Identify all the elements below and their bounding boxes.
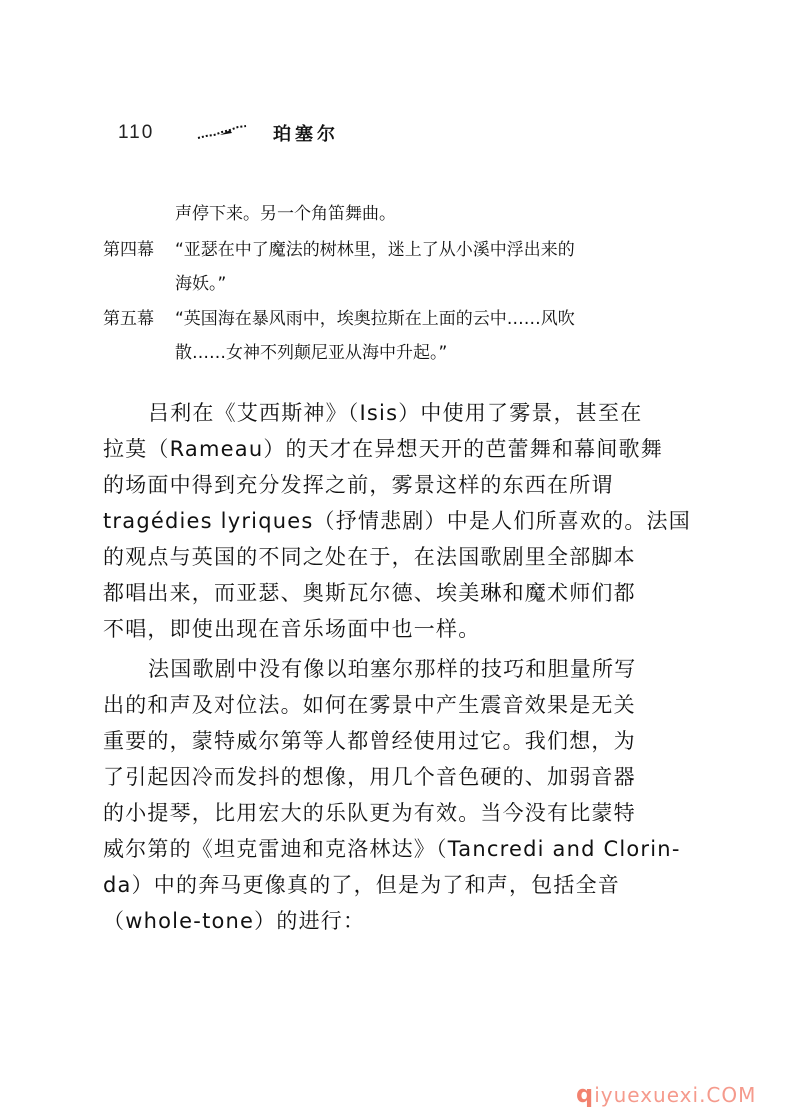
site-watermark [576, 1080, 756, 1108]
text-line: tragédies lyriques（抒情悲剧）中是人们所喜欢的。法国 [103, 509, 691, 533]
running-title: 珀塞尔 [273, 124, 339, 145]
page-number: 110 [118, 122, 155, 143]
quote-line: “英国海在暴风雨中，埃奥拉斯在上面的云中……风吹 [175, 309, 575, 329]
act-label: 第四幕 [103, 240, 154, 260]
quote-line: “亚瑟在中了魔法的树林里，迷上了从小溪中浮出来的 [175, 240, 575, 260]
text-line: 了引起因冷而发抖的想像，用几个音色硬的、加弱音器 [103, 765, 636, 789]
text-line: 的小提琴，比用宏大的乐队更为有效。当今没有比蒙特 [103, 801, 636, 825]
flourish-icon [196, 124, 256, 140]
text-line: 吕利在《艾西斯神》（Isis）中使用了雾景，甚至在 [148, 401, 643, 425]
quote-line: 散……女神不列颠尼亚从海中升起。” [175, 343, 448, 363]
text-line: （whole-tone）的进行： [103, 909, 366, 933]
text-line: 都唱出来，而亚瑟、奥斯瓦尔德、埃美琳和魔术师们都 [103, 581, 636, 605]
page-header [118, 118, 418, 148]
text-line: 威尔第的《坦克雷迪和克洛林达》（Tancredi and Clorin- [103, 837, 681, 861]
watermark-initial: q [576, 1080, 595, 1108]
text-line: da）中的奔马更像真的了，但是为了和声，包括全音 [103, 873, 620, 897]
act-label: 第五幕 [103, 309, 154, 329]
quote-line: 海妖。” [175, 274, 227, 294]
text-line: 拉莫（Rameau）的天才在异想天开的芭蕾舞和幕间歌舞 [103, 437, 663, 461]
text-line: 的场面中得到充分发挥之前，雾景这样的东西在所谓 [103, 473, 614, 497]
text-line: 法国歌剧中没有像以珀塞尔那样的技巧和胆量所写 [148, 657, 637, 681]
quote-line: 声停下来。另一个角笛舞曲。 [175, 204, 396, 224]
watermark-text: iyuexuexi.COM [594, 1083, 757, 1107]
text-line: 不唱，即使出现在音乐场面中也一样。 [103, 617, 481, 641]
text-line: 的观点与英国的不同之处在于，在法国歌剧里全部脚本 [103, 545, 636, 569]
text-line: 出的和声及对位法。如何在雾景中产生震音效果是无关 [103, 693, 636, 717]
text-line: 重要的，蒙特威尔第等人都曾经使用过它。我们想，为 [103, 729, 636, 753]
